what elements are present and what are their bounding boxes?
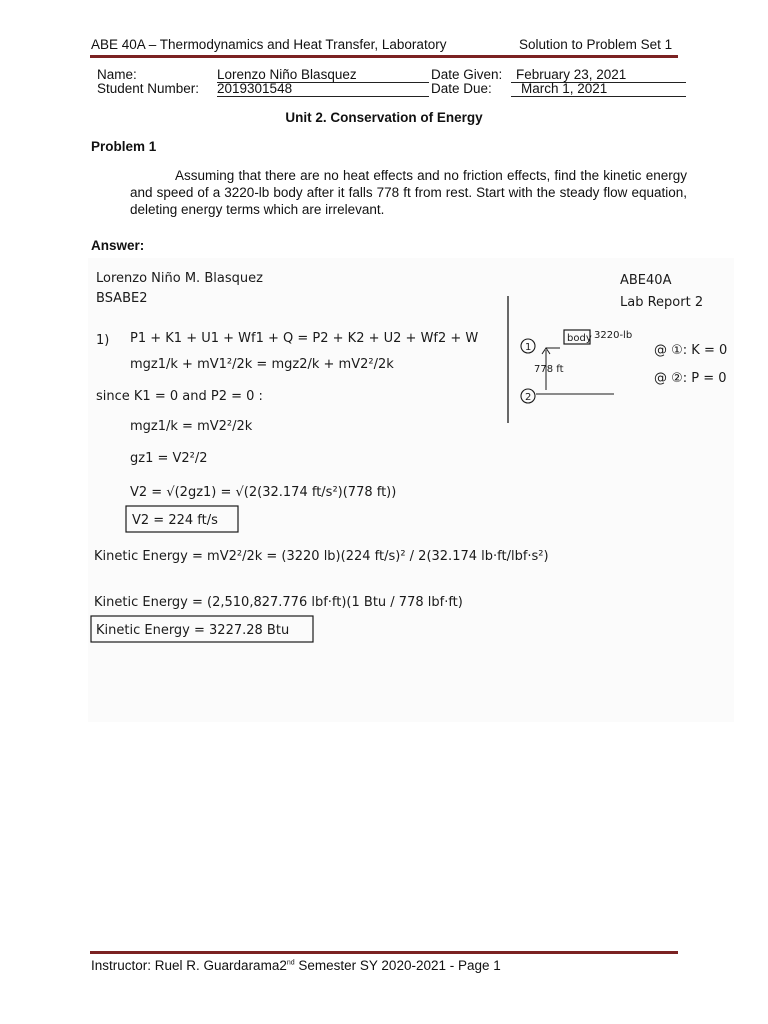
hw-eq1: P1 + K1 + U1 + Wf1 + Q = P2 + K2 + U2 + Wf2 + W [130, 331, 479, 346]
hw-eq1-number: 1) [96, 333, 110, 348]
footer-semester-number: 2 [279, 958, 287, 973]
answer-label: Answer: [91, 238, 145, 253]
hw-report: Lab Report 2 [620, 295, 704, 310]
hw-body-label: body [567, 333, 592, 344]
hw-condition-1: @ ①: K = 0 [654, 343, 728, 358]
problem-title: Problem 1 [91, 139, 157, 154]
footer-instructor: Instructor: Ruel R. Guardarama [91, 958, 280, 973]
document-type: Solution to Problem Set 1 [519, 37, 673, 52]
name-label: Name: [97, 67, 137, 82]
date-due-label: Date Due: [431, 81, 492, 96]
header-rule [90, 55, 678, 58]
course-title: ABE 40A – Thermodynamics and Heat Transfer, Laboratory [91, 37, 447, 52]
problem-statement: Assuming that there are no heat effects and no friction effects, find the kinetic energy and speed of a 3220-lb body after it falls 778 ft from rest. Start with the steady flow equation, deleting energy terms which are irrelevant. [130, 168, 687, 217]
footer-semester: Semester SY 2020-2021 - Page 1 [294, 958, 501, 973]
hw-ke-conversion: Kinetic Energy = (2,510,827.776 lbf·ft)(1 Btu / 778 lbf·ft) [94, 595, 463, 610]
student-number-label: Student Number: [97, 81, 200, 96]
student-number-value: 2019301548 [217, 81, 429, 97]
hw-eq4: gz1 = V2²/2 [130, 451, 208, 466]
hw-eq5: V2 = √(2gz1) = √(2(32.174 ft/s²)(778 ft)) [130, 485, 397, 500]
hw-eq2: mgz1/k + mV1²/2k = mgz2/k + mV2²/2k [130, 357, 394, 372]
hw-state2: 2 [525, 392, 532, 403]
hw-mass-label: 3220-lb [594, 330, 633, 341]
date-given-label: Date Given: [431, 67, 503, 82]
hw-ke-formula: Kinetic Energy = mV2²/2k = (3220 lb)(224 ft/s)² / 2(32.174 lb·ft/lbf·s²) [94, 549, 549, 564]
date-given-value: February 23, 2021 [511, 67, 686, 83]
hw-condition-2: @ ②: P = 0 [654, 371, 727, 386]
footer-text [91, 958, 501, 973]
hw-course: ABE40A [620, 273, 672, 288]
hw-result-speed: V2 = 224 ft/s [132, 513, 218, 528]
hw-height-label: 778 ft [534, 364, 564, 375]
hw-eq3: mgz1/k = mV2²/2k [130, 419, 253, 434]
hw-program: BSABE2 [96, 291, 148, 306]
date-due-value: March 1, 2021 [511, 81, 686, 97]
handwritten-solution-scan [88, 258, 734, 722]
hw-since: since K1 = 0 and P2 = 0 : [96, 389, 263, 404]
unit-title: Unit 2. Conservation of Energy [285, 110, 483, 125]
footer-semester-suffix: nd [286, 959, 295, 967]
hw-result-ke: Kinetic Energy = 3227.28 Btu [96, 623, 290, 638]
hw-author: Lorenzo Niño M. Blasquez [96, 271, 263, 286]
name-value: Lorenzo Niño Blasquez [217, 67, 429, 83]
footer-rule [90, 951, 678, 954]
hw-state1: 1 [525, 342, 532, 353]
